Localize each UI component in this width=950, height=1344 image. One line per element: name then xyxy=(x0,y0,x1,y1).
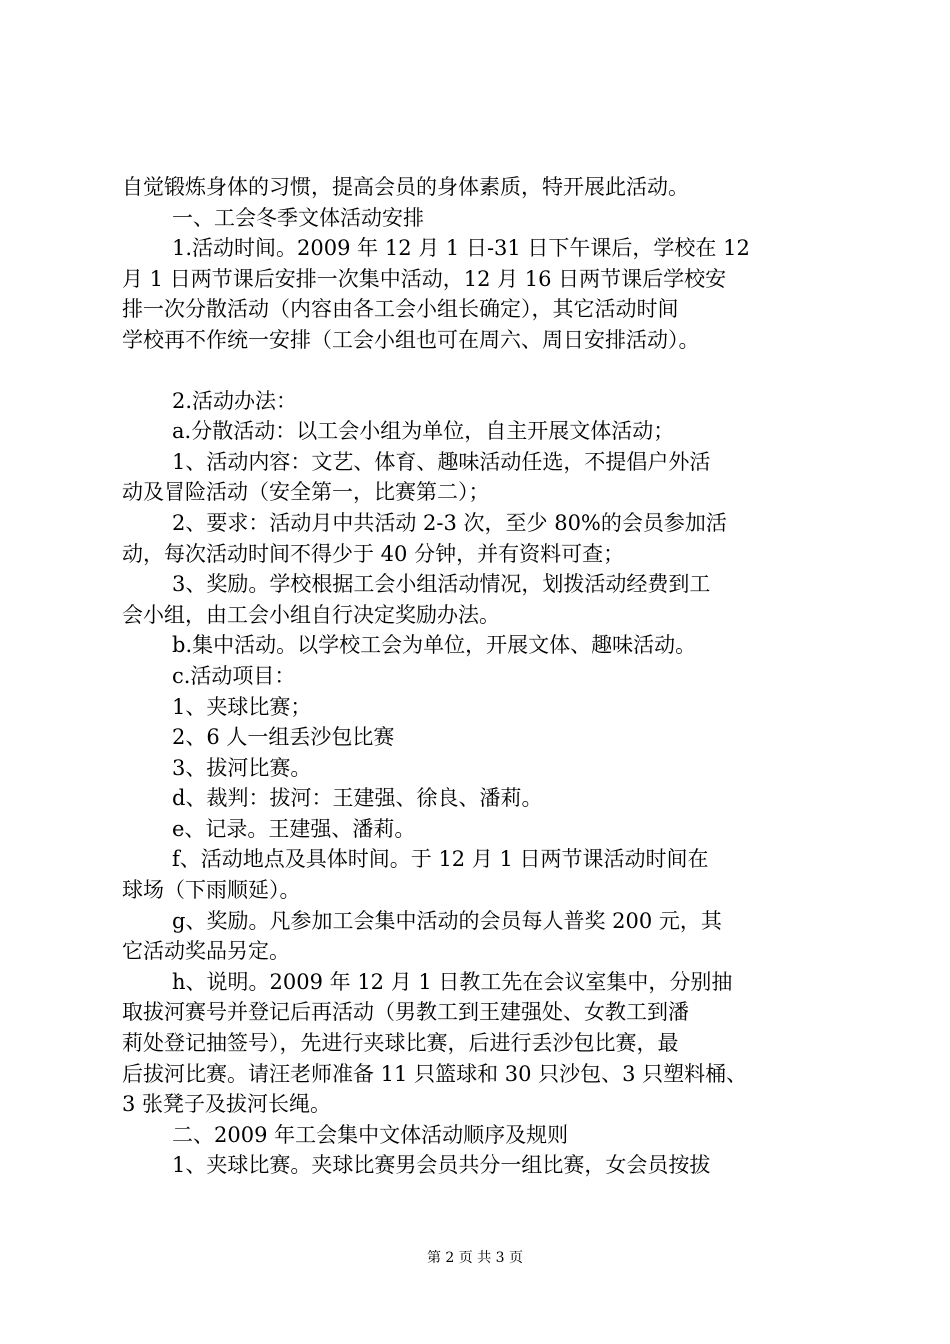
paragraph-line: 排一次分散活动（内容由各工会小组长确定），其它活动时间 xyxy=(122,297,679,322)
paragraph-line: f、活动地点及具体时间。于 12 月 1 日两节课活动时间在 xyxy=(172,847,709,872)
paragraph-line: 3、奖励。学校根据工会小组活动情况，划拨活动经费到工 xyxy=(172,572,711,597)
paragraph-line: 它活动奖品另定。 xyxy=(122,939,290,964)
paragraph-line: 自觉锻炼身体的习惯，提高会员的身体素质，特开展此活动。 xyxy=(122,175,689,199)
paragraph-line: 学校再不作统一安排（工会小组也可在周六、周日安排活动）。 xyxy=(122,327,700,352)
paragraph-line: 月 1 日两节课后安排一次集中活动，12 月 16 日两节课后学校安 xyxy=(122,266,727,291)
paragraph-line: 莉处登记抽签号），先进行夹球比赛，后进行丢沙包比赛，最 xyxy=(122,1031,679,1056)
paragraph-line: b.集中活动。以学校工会为单位，开展文体、趣味活动。 xyxy=(172,633,697,658)
paragraph-line: 后拔河比赛。请汪老师准备 11 只篮球和 30 只沙包、3 只塑料桶、 xyxy=(122,1061,748,1086)
paragraph-line: 动，每次活动时间不得少于 40 分钟，并有资料可查； xyxy=(122,541,625,566)
paragraph-line: 2.活动办法： xyxy=(172,388,298,413)
list-item: 3、拔河比赛。 xyxy=(172,755,312,780)
paragraph-line: 1、夹球比赛。夹球比赛男会员共分一组比赛，女会员按拔 xyxy=(172,1153,711,1178)
paragraph-line: 球场（下雨顺延）。 xyxy=(122,878,301,903)
paragraph-line: h、说明。2009 年 12 月 1 日教工先在会议室集中，分别抽 xyxy=(172,969,733,994)
blank-line xyxy=(122,356,842,386)
section-heading: 二、2009 年工会集中文体活动顺序及规则 xyxy=(172,1122,569,1147)
document-body xyxy=(122,172,842,1181)
paragraph-line: 1.活动时间。2009 年 12 月 1 日-31 日下午课后，学校在 12 xyxy=(172,236,750,261)
paragraph-line: d、裁判：拔河：王建强、徐良、潘莉。 xyxy=(172,786,543,811)
page-number-footer: 第 2 页 共 3 页 xyxy=(426,1250,524,1266)
section-heading: 一、工会冬季文体活动安排 xyxy=(172,205,424,230)
paragraph-line: 动及冒险活动（安全第一，比赛第二）； xyxy=(122,480,490,505)
paragraph-line: 取拔河赛号并登记后再活动（男教工到王建强处、女教工到潘 xyxy=(122,1000,689,1025)
paragraph-line: a.分散活动：以工会小组为单位，自主开展文体活动； xyxy=(172,419,675,444)
paragraph-line: e、记录。王建强、潘莉。 xyxy=(172,816,416,841)
paragraph-line: c.活动项目： xyxy=(172,663,296,688)
paragraph-line: 3 张凳子及拔河长绳。 xyxy=(122,1092,332,1117)
paragraph-line: 会小组，由工会小组自行决定奖励办法。 xyxy=(122,602,500,627)
paragraph-line: g、奖励。凡参加工会集中活动的会员每人普奖 200 元，其 xyxy=(172,908,722,933)
list-item: 2、6 人一组丢沙包比赛 xyxy=(172,725,395,750)
list-item: 1、夹球比赛； xyxy=(172,694,312,719)
paragraph-line: 1、活动内容：文艺、体育、趣味活动任选，不提倡户外活 xyxy=(172,449,711,474)
paragraph-line: 2、要求：活动月中共活动 2-3 次，至少 80%的会员参加活 xyxy=(172,510,727,535)
